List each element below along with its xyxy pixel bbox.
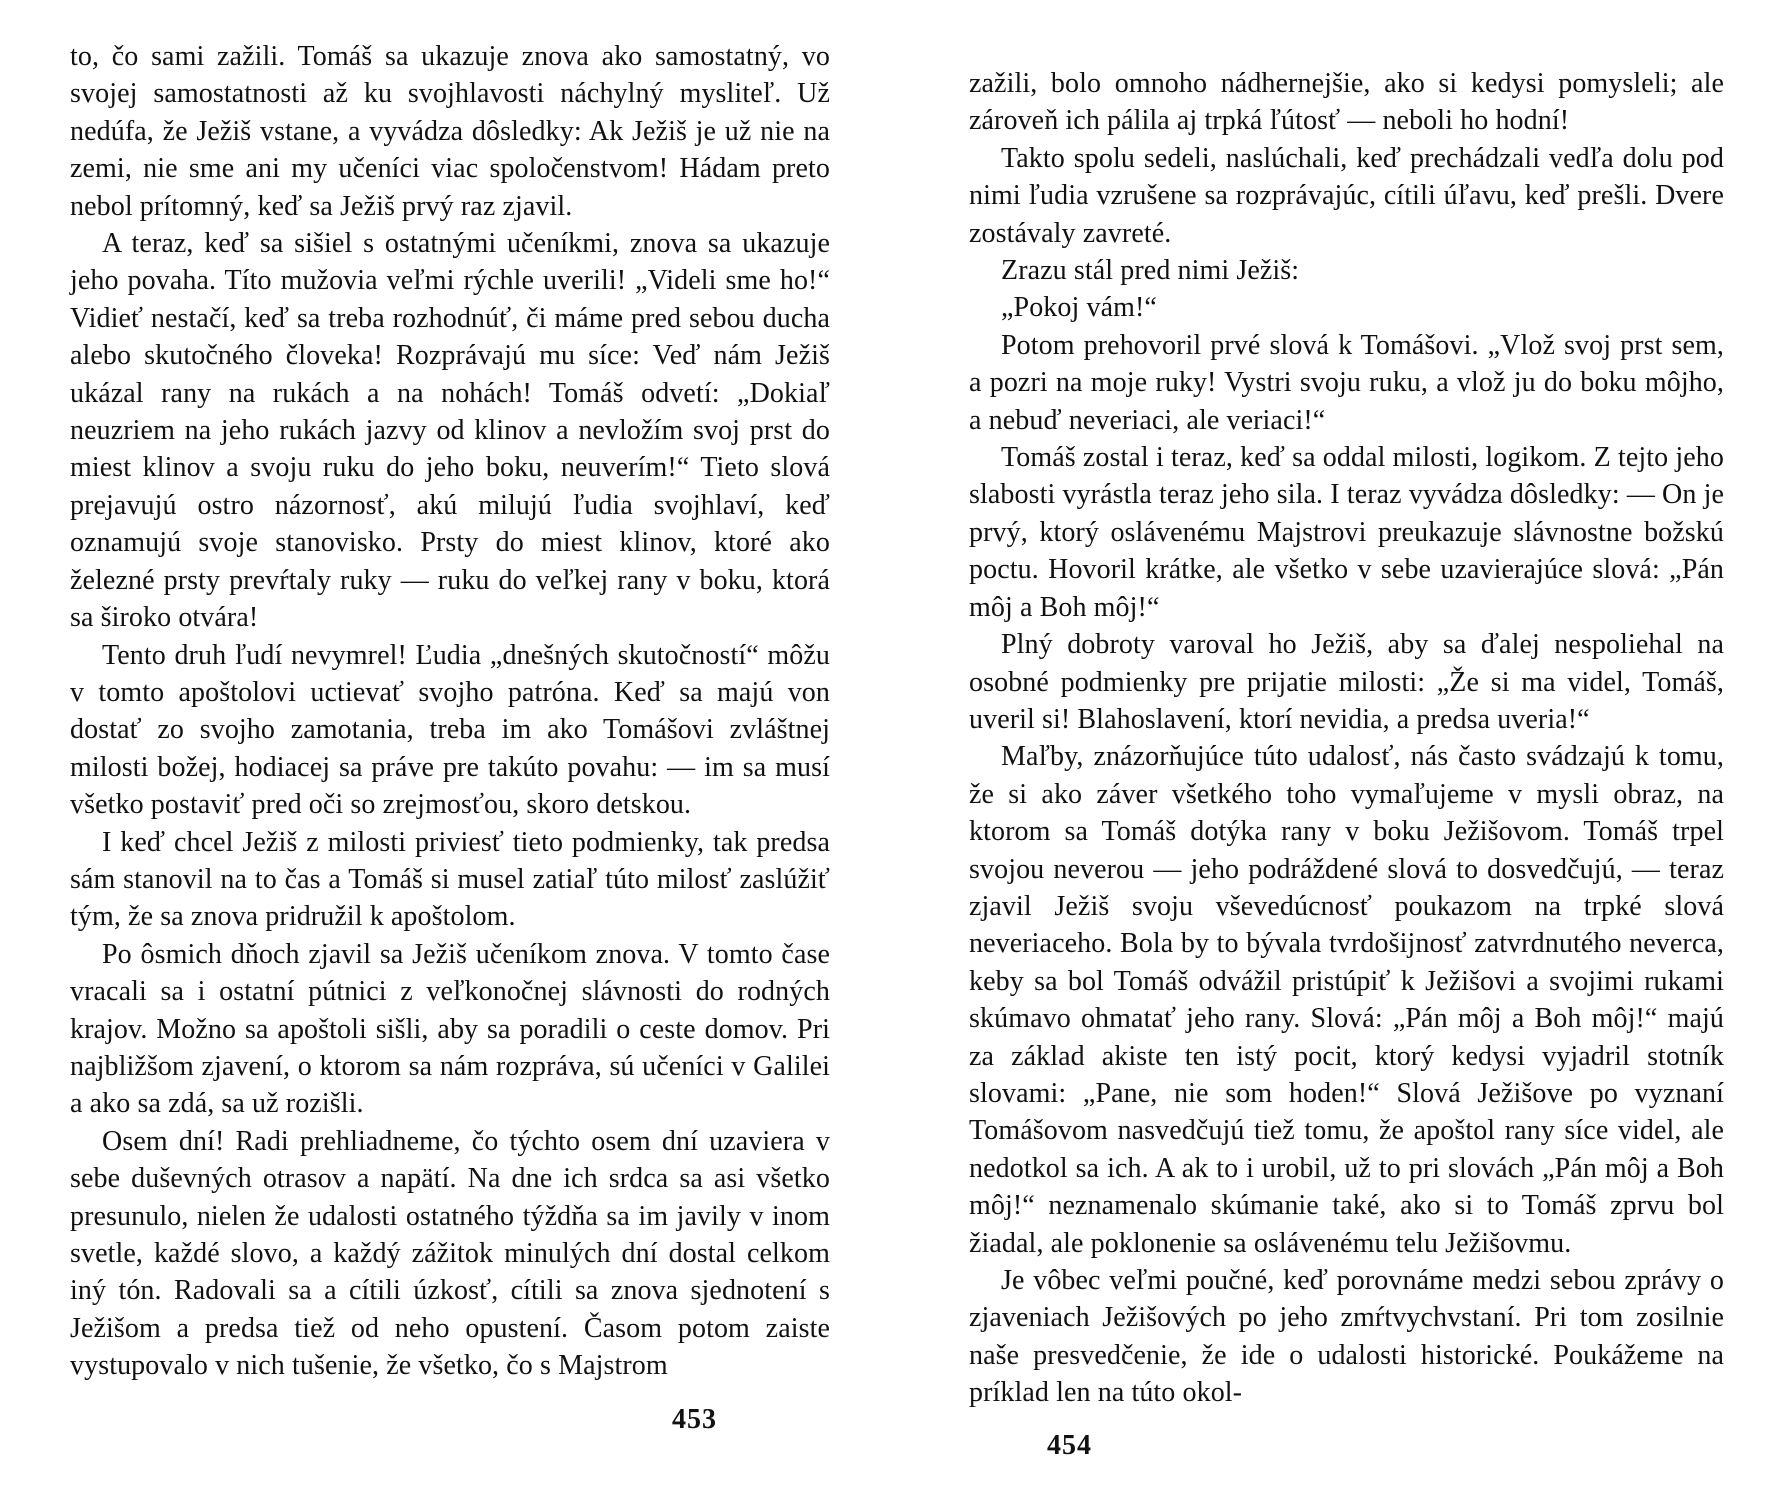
paragraph: Tento druh ľudí nevymrel! Ľudia „dnešných skutočností“ môžu v tomto apoštolovi uctievať svojho patróna. Keď sa majú von dostať zo svojho zamotania, treba im ako Tomášovi zvláštnej milosti božej, hodiacej sa práve pre takúto povahu: — im sa musí všetko postaviť pred oči so zrejmosťou, skoro detskou. [70,639,830,821]
page-number: 453 [672,1404,717,1435]
paragraph: to, čo sami zažili. Tomáš sa ukazuje znova ako samostatný, vo svojej samostatnosti až ku svojhlavosti náchylný mysliteľ. Už nedúfa, že Ježiš vstane, a vyvádza dôsledky: Ak Ježiš je už nie na zemi, nie sme ani my učeníci viac spoločenstvom! Hádam preto nebol prítomný, keď sa Ježiš prvý raz zjavil. [70,41,830,222]
paragraph: Tomáš zostal i teraz, keď sa oddal milosti, logikom. Z tejto jeho slabosti vyrástla teraz jeho sila. I teraz vyvádza dôsledky: — On je prvý, ktorý oslávenému Majstrovi preukazuje slávnostne božskú poctu. Hovoril krátke, ale všetko v sebe uzavierajúce slová: „Pán môj a Boh môj!“ [969,442,1724,623]
paragraph: Je vôbec veľmi poučné, keď porovnáme medzi sebou zprávy o zjaveniach Ježišových po jeho zmŕtvychvstaní. Pri tom zosilnie naše presvedčenie, že ide o udalosti historické. Poukážeme na príklad len na túto okol- [969,1265,1724,1409]
paragraph: I keď chcel Ježiš z milosti priviesť tieto podmienky, tak predsa sám stanovil na to čas a Tomáš si musel zatiaľ túto milosť zaslúžiť tým, že sa znova pridružil k apoštolom. [70,826,830,933]
right-text-column [969,65,1724,1412]
paragraph: Zrazu stál pred nimi Ježiš: [1001,255,1300,287]
left-text-column [70,38,830,1385]
paragraph: Takto spolu sedeli, naslúchali, keď prechádzali vedľa dolu pod nimi ľudia vzrušene sa rozprávajúc, cítili úľavu, keď prešli. Dvere zostávaly zavreté. [969,142,1724,249]
paragraph: Plný dobroty varoval ho Ježiš, aby sa ďalej nespoliehal na osobné podmienky pre prijatie milosti: „Že si ma videl, Tomáš, uveril si! Blahoslavení, ktorí nevidia, a predsa uveria!“ [969,629,1724,735]
paragraph: Po ôsmich dňoch zjavil sa Ježiš učeníkom znova. V tomto čase vracali sa i ostatní pútnici z veľkonočnej slávnosti do rodných krajov. Možno sa apoštoli sišli, aby sa poradili o ceste domov. Pri najbližšom zjavení, o ktorom sa nám rozpráva, sú učeníci v Galilei a ako sa zdá, sa už rozišli. [70,938,830,1120]
paragraph: „Pokoj vám!“ [1001,292,1157,324]
page-number: 454 [1047,1430,1092,1461]
paragraph: Maľby, znázorňujúce túto udalosť, nás často svádzajú k tomu, že si ako záver všetkého toho vymaľujeme v mysli obraz, na ktorom sa Tomáš dotýka rany v boku Ježišovom. Tomáš trpel svojou neverou — jeho podráždené slová to dosvedčujú, — teraz zjavil Ježiš svoju vševedúcnosť poukazom na trpké slová neveriaceho. Bola by to bývala tvrdošijnosť zatvrdnutého neverca, keby sa bol Tomáš odvážil pristúpiť k Ježišovi a svojimi rukami skúmavo ohmatať jeho rany. Slová: „Pán môj a Boh môj!“ majú za základ akiste ten istý pocit, ktorý kedysi vyjadril stotník slovami: „Pane, nie som hoden!“ Slová Ježišove po vyznaní Tomášovom nasvedčujú tiež tomu, že apoštol rany síce videl, ale nedotkol sa ich. A ak to i urobil, už to pri slovách „Pán môj a Boh môj!“ neznamenalo skúmanie také, ako si to Tomáš zprvu bol žiadal, ale poklonenie sa oslávenému telu Ježišovmu. [969,741,1724,1259]
paragraph: A teraz, keď sa sišiel s ostatnými učeníkmi, znova sa ukazuje jeho povaha. Títo mužovia veľmi rýchle uverili! „Videli sme ho!“ Vidieť nestačí, keď sa treba rozhodnúť, či máme pred sebou ducha alebo skutočného človeka! Rozprávajú mu síce: Veď nám Ježiš ukázal rany na rukách a na nohách! Tomáš odvetí: „Dokiaľ neuzriem na jeho rukách jazvy od klinov a nevložím svoj prst do miest klinov a svoju ruku do jeho boku, neuverím!“ Tieto slová prejavujú ostro názornosť, akú milujú ľudia svojhlaví, keď oznamujú svoje stanovisko. Prsty do miest klinov, ktoré ako železné prsty prevŕtaly ruky — ruku do veľkej rany v boku, ktorá sa široko otvára! [70,228,830,634]
paragraph: zažili, bolo omnoho nádhernejšie, ako si kedysi pomysleli; ale zároveň ich pálila aj trpká ľútosť — neboli ho hodní! [969,68,1724,137]
paragraph: Osem dní! Radi prehliadneme, čo týchto osem dní uzaviera v sebe duševných otrasov a napätí. Na dne ich srdca sa asi všetko presunulo, nielen že udalosti ostatného týždňa sa im javily v inom svetle, každé slovo, a každý zážitok minulých dní dostal celkom iný tón. Radovali sa a cítili úzkosť, cítili sa znova sjednotení s Ježišom a predsa tiež od neho opustení. Časom potom zaiste vystupovalo v nich tušenie, že všetko, čo s Majstrom [70,1125,830,1382]
right-page [892,0,1784,1500]
paragraph: Potom prehovoril prvé slová k Tomášovi. „Vlož svoj prst sem, a pozri na moje ruky! Vystri svoju ruku, a vlož ju do boku môjho, a nebuď neveriaci, ale veriaci!“ [969,329,1724,436]
